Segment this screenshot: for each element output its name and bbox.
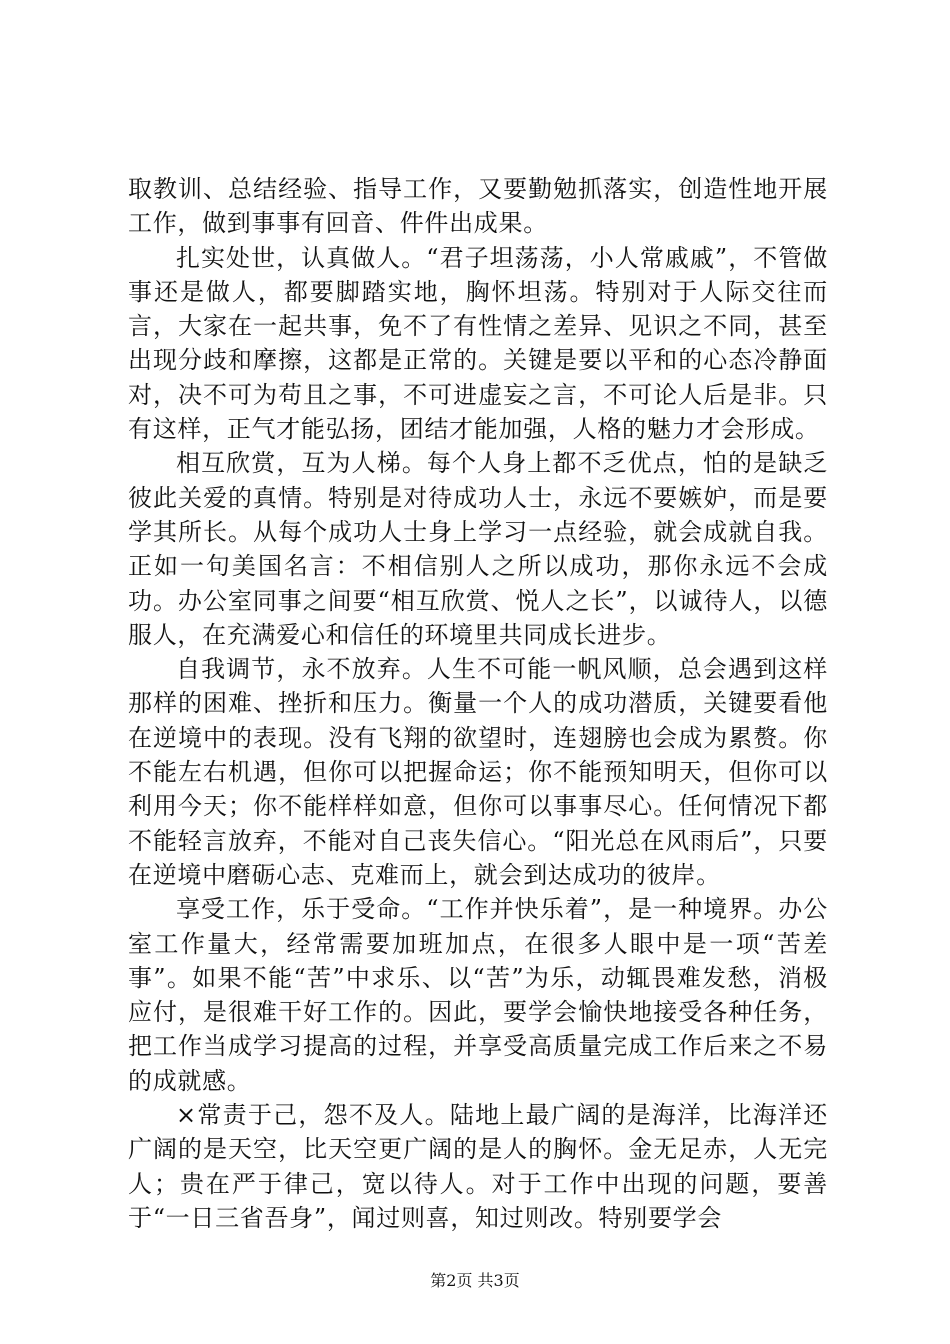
paragraph-1: 取教训、总结经验、指导工作，又要勤勉抓落实，创造性地开展工作，做到事事有回音、件件出成果。: [128, 175, 828, 238]
page-number-footer: 第2页 共3页: [430, 1271, 520, 1290]
paragraph-4: 自我调节，永不放弃。人生不可能一帆风顺，总会遇到这样那样的困难、挫折和压力。衡量一个人的成功潜质，关键要看他在逆境中的表现。没有飞翔的欲望时，连翅膀也会成为累赘。你不能左右机遇，但你可以把握命运；你不能预知明天，但你可以利用今天；你不能样样如意，但你可以事事尽心。任何情况下都不能轻言放弃，不能对自己丧失信心。“阳光总在风雨后”，只要在逆境中磨砺心志、克难而上，就会到达成功的彼岸。: [128, 655, 828, 889]
paragraph-2: 扎实处世，认真做人。“君子坦荡荡，小人常戚戚”，不管做事还是做人，都要脚踏实地，胸怀坦荡。特别对于人际交往而言，大家在一起共事，免不了有性情之差异、见识之不同，甚至出现分歧和摩擦，这都是正常的。关键是要以平和的心态冷静面对，决不可为苟且之事，不可进虚妄之言，不可论人后是非。只有这样，正气才能弘扬，团结才能加强，人格的魅力才会形成。: [128, 243, 828, 444]
paragraph-6: ×常责于己，怨不及人。陆地上最广阔的是海洋，比海洋还广阔的是天空，比天空更广阔的是人的胸怀。金无足赤，人无完人；贵在严于律己，宽以待人。对于工作中出现的问题，要善于“一日三省吾身”，闻过则喜，知过则改。特别要学会: [128, 1101, 828, 1232]
paragraph-5: 享受工作，乐于受命。“工作并快乐着”，是一种境界。办公室工作量大，经常需要加班加点，在很多人眼中是一项“苦差事”。如果不能“苦”中求乐、以“苦”为乐，动辄畏难发愁，消极应付，是很难干好工作的。因此，要学会愉快地接受各种任务，把工作当成学习提高的过程，并享受高质量完成工作后来之不易的成就感。: [128, 895, 828, 1095]
document-body: [128, 172, 828, 1235]
paragraph-3: 相互欣赏，互为人梯。每个人身上都不乏优点，怕的是缺乏彼此关爱的真情。特别是对待成功人士，永远不要嫉妒，而是要学其所长。从每个成功人士身上学习一点经验，就会成就自我。正如一句美国名言：不相信别人之所以成功，那你永远不会成功。办公室同事之间要“相互欣赏、悦人之长”，以诚待人，以德服人，在充满爱心和信任的环境里共同成长进步。: [128, 449, 828, 649]
